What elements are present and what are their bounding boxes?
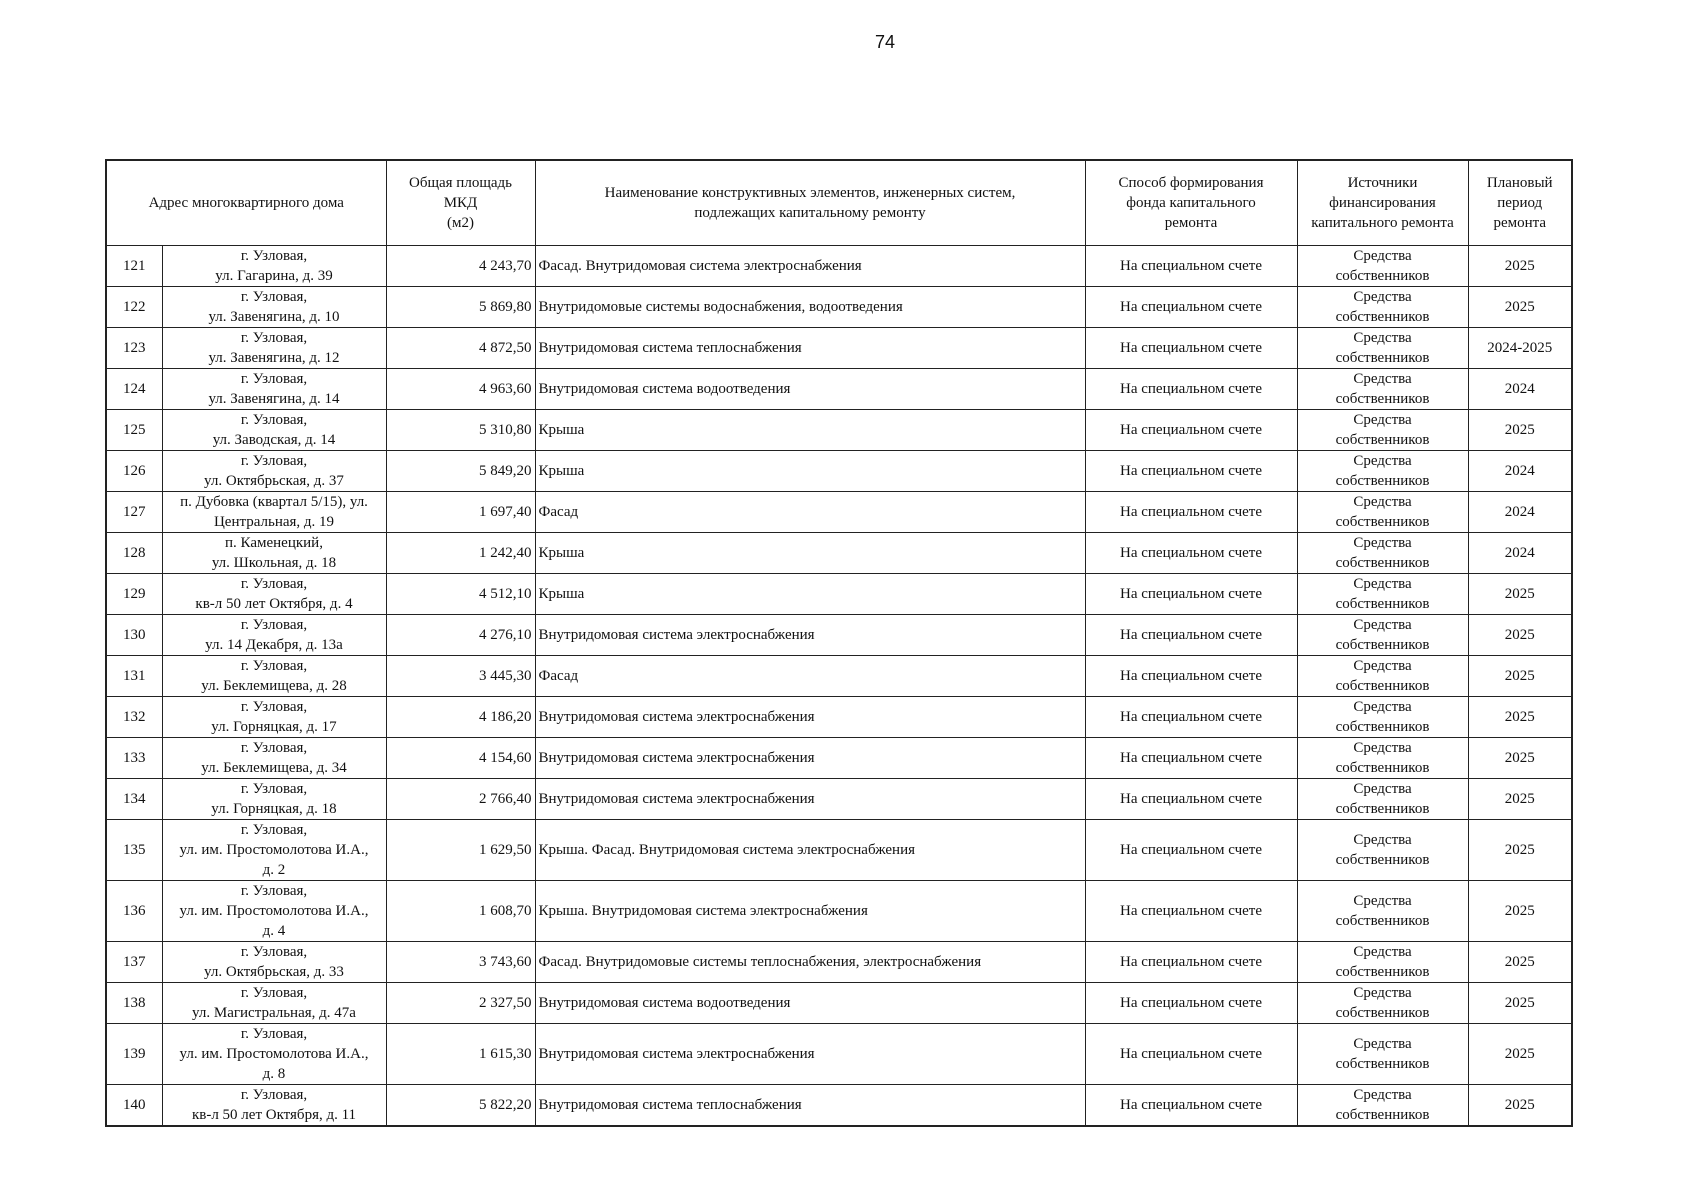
address-cell: г. Узловая, ул. Заводская, д. 14: [162, 410, 386, 451]
method-cell: На специальном счете: [1085, 983, 1297, 1024]
period-cell: 2025: [1468, 820, 1572, 881]
source-cell: Средства собственников: [1297, 287, 1468, 328]
address-cell: г. Узловая, ул. им. Простомолотова И.А., д. 8: [162, 1024, 386, 1085]
area-cell: 5 310,80: [386, 410, 535, 451]
row-number: 132: [106, 697, 162, 738]
elements-cell: Внутридомовые системы водоснабжения, водоотведения: [535, 287, 1085, 328]
table-row: [106, 656, 1572, 697]
row-number: 128: [106, 533, 162, 574]
area-cell: 1 608,70: [386, 881, 535, 942]
source-cell: Средства собственников: [1297, 697, 1468, 738]
period-cell: 2024: [1468, 369, 1572, 410]
table-row: [106, 574, 1572, 615]
source-cell: Средства собственников: [1297, 328, 1468, 369]
table-row: [106, 328, 1572, 369]
table-row: [106, 942, 1572, 983]
source-cell: Средства собственников: [1297, 738, 1468, 779]
elements-cell: Внутридомовая система теплоснабжения: [535, 1085, 1085, 1127]
row-number: 137: [106, 942, 162, 983]
source-cell: Средства собственников: [1297, 656, 1468, 697]
method-cell: На специальном счете: [1085, 697, 1297, 738]
row-number: 138: [106, 983, 162, 1024]
capital-repair-table: [105, 159, 1573, 1127]
elements-cell: Внутридомовая система электроснабжения: [535, 1024, 1085, 1085]
period-cell: 2025: [1468, 656, 1572, 697]
elements-cell: Внутридомовая система электроснабжения: [535, 615, 1085, 656]
elements-cell: Внутридомовая система водоотведения: [535, 369, 1085, 410]
table-row: [106, 451, 1572, 492]
area-cell: 3 445,30: [386, 656, 535, 697]
area-cell: 5 849,20: [386, 451, 535, 492]
table-row: [106, 1085, 1572, 1127]
period-cell: 2024: [1468, 492, 1572, 533]
area-cell: 1 615,30: [386, 1024, 535, 1085]
method-cell: На специальном счете: [1085, 656, 1297, 697]
area-cell: 5 869,80: [386, 287, 535, 328]
method-cell: На специальном счете: [1085, 246, 1297, 287]
method-cell: На специальном счете: [1085, 451, 1297, 492]
method-cell: На специальном счете: [1085, 328, 1297, 369]
source-cell: Средства собственников: [1297, 246, 1468, 287]
row-number: 133: [106, 738, 162, 779]
table-row: [106, 492, 1572, 533]
source-cell: Средства собственников: [1297, 492, 1468, 533]
table-row: [106, 881, 1572, 942]
address-cell: г. Узловая, ул. Завенягина, д. 10: [162, 287, 386, 328]
elements-cell: Внутридомовая система электроснабжения: [535, 779, 1085, 820]
table-row: [106, 820, 1572, 881]
elements-cell: Фасад. Внутридомовая система электроснабжения: [535, 246, 1085, 287]
table-row: [106, 983, 1572, 1024]
table-row: [106, 246, 1572, 287]
address-cell: г. Узловая, ул. им. Простомолотова И.А., д. 2: [162, 820, 386, 881]
source-cell: Средства собственников: [1297, 615, 1468, 656]
table-row: [106, 1024, 1572, 1085]
area-cell: 4 154,60: [386, 738, 535, 779]
address-cell: г. Узловая, кв-л 50 лет Октября, д. 11: [162, 1085, 386, 1127]
table-row: [106, 410, 1572, 451]
table-row: [106, 779, 1572, 820]
row-number: 139: [106, 1024, 162, 1085]
table-row: [106, 287, 1572, 328]
row-number: 122: [106, 287, 162, 328]
period-cell: 2025: [1468, 983, 1572, 1024]
method-cell: На специальном счете: [1085, 410, 1297, 451]
source-cell: Средства собственников: [1297, 1085, 1468, 1127]
method-cell: На специальном счете: [1085, 779, 1297, 820]
address-cell: г. Узловая, ул. Завенягина, д. 14: [162, 369, 386, 410]
period-cell: 2025: [1468, 1024, 1572, 1085]
row-number: 131: [106, 656, 162, 697]
row-number: 136: [106, 881, 162, 942]
row-number: 126: [106, 451, 162, 492]
elements-cell: Фасад: [535, 492, 1085, 533]
method-cell: На специальном счете: [1085, 942, 1297, 983]
period-cell: 2024: [1468, 451, 1572, 492]
header-method: Способ формирования фонда капитального ремонта: [1085, 160, 1297, 246]
elements-cell: Крыша: [535, 410, 1085, 451]
period-cell: 2025: [1468, 615, 1572, 656]
address-cell: г. Узловая, ул. им. Простомолотова И.А., д. 4: [162, 881, 386, 942]
period-cell: 2025: [1468, 410, 1572, 451]
method-cell: На специальном счете: [1085, 1085, 1297, 1127]
address-cell: п. Дубовка (квартал 5/15), ул. Центральная, д. 19: [162, 492, 386, 533]
row-number: 121: [106, 246, 162, 287]
row-number: 125: [106, 410, 162, 451]
area-cell: 4 186,20: [386, 697, 535, 738]
row-number: 124: [106, 369, 162, 410]
period-cell: 2024-2025: [1468, 328, 1572, 369]
table-row: [106, 615, 1572, 656]
area-cell: 3 743,60: [386, 942, 535, 983]
period-cell: 2025: [1468, 1085, 1572, 1127]
elements-cell: Крыша. Фасад. Внутридомовая система электроснабжения: [535, 820, 1085, 881]
area-cell: 4 872,50: [386, 328, 535, 369]
address-cell: г. Узловая, ул. Беклемищева, д. 28: [162, 656, 386, 697]
address-cell: г. Узловая, ул. Октябрьская, д. 33: [162, 942, 386, 983]
elements-cell: Внутридомовая система теплоснабжения: [535, 328, 1085, 369]
address-cell: г. Узловая, ул. Горняцкая, д. 17: [162, 697, 386, 738]
address-cell: г. Узловая, ул. 14 Декабря, д. 13а: [162, 615, 386, 656]
elements-cell: Крыша. Внутридомовая система электроснабжения: [535, 881, 1085, 942]
address-cell: г. Узловая, ул. Горняцкая, д. 18: [162, 779, 386, 820]
method-cell: На специальном счете: [1085, 820, 1297, 881]
header-row: [106, 160, 1572, 246]
header-address: Адрес многоквартирного дома: [106, 160, 386, 246]
source-cell: Средства собственников: [1297, 779, 1468, 820]
period-cell: 2025: [1468, 287, 1572, 328]
method-cell: На специальном счете: [1085, 615, 1297, 656]
source-cell: Средства собственников: [1297, 881, 1468, 942]
area-cell: 2 766,40: [386, 779, 535, 820]
row-number: 140: [106, 1085, 162, 1127]
address-cell: г. Узловая, ул. Гагарина, д. 39: [162, 246, 386, 287]
address-cell: г. Узловая, ул. Октябрьская, д. 37: [162, 451, 386, 492]
source-cell: Средства собственников: [1297, 369, 1468, 410]
period-cell: 2025: [1468, 881, 1572, 942]
elements-cell: Крыша: [535, 451, 1085, 492]
period-cell: 2025: [1468, 697, 1572, 738]
source-cell: Средства собственников: [1297, 1024, 1468, 1085]
table-row: [106, 533, 1572, 574]
row-number: 135: [106, 820, 162, 881]
elements-cell: Внутридомовая система водоотведения: [535, 983, 1085, 1024]
elements-cell: Внутридомовая система электроснабжения: [535, 738, 1085, 779]
method-cell: На специальном счете: [1085, 369, 1297, 410]
row-number: 129: [106, 574, 162, 615]
source-cell: Средства собственников: [1297, 574, 1468, 615]
area-cell: 1 242,40: [386, 533, 535, 574]
row-number: 123: [106, 328, 162, 369]
source-cell: Средства собственников: [1297, 410, 1468, 451]
area-cell: 1 697,40: [386, 492, 535, 533]
row-number: 134: [106, 779, 162, 820]
row-number: 130: [106, 615, 162, 656]
source-cell: Средства собственников: [1297, 942, 1468, 983]
source-cell: Средства собственников: [1297, 983, 1468, 1024]
source-cell: Средства собственников: [1297, 820, 1468, 881]
method-cell: На специальном счете: [1085, 287, 1297, 328]
header-area: Общая площадь МКД (м2): [386, 160, 535, 246]
method-cell: На специальном счете: [1085, 738, 1297, 779]
method-cell: На специальном счете: [1085, 881, 1297, 942]
period-cell: 2025: [1468, 779, 1572, 820]
elements-cell: Фасад. Внутридомовые системы теплоснабжения, электроснабжения: [535, 942, 1085, 983]
table-row: [106, 369, 1572, 410]
source-cell: Средства собственников: [1297, 451, 1468, 492]
header-elements: Наименование конструктивных элементов, инженерных систем, подлежащих капитальному ремонту: [535, 160, 1085, 246]
address-cell: г. Узловая, ул. Беклемищева, д. 34: [162, 738, 386, 779]
address-cell: г. Узловая, ул. Завенягина, д. 12: [162, 328, 386, 369]
table-body: [106, 246, 1572, 1127]
address-cell: г. Узловая, кв-л 50 лет Октября, д. 4: [162, 574, 386, 615]
period-cell: 2025: [1468, 246, 1572, 287]
area-cell: 4 243,70: [386, 246, 535, 287]
source-cell: Средства собственников: [1297, 533, 1468, 574]
elements-cell: Крыша: [535, 574, 1085, 615]
period-cell: 2025: [1468, 574, 1572, 615]
method-cell: На специальном счете: [1085, 533, 1297, 574]
area-cell: 4 512,10: [386, 574, 535, 615]
area-cell: 5 822,20: [386, 1085, 535, 1127]
method-cell: На специальном счете: [1085, 574, 1297, 615]
header-period: Плановый период ремонта: [1468, 160, 1572, 246]
area-cell: 1 629,50: [386, 820, 535, 881]
table-row: [106, 697, 1572, 738]
elements-cell: Внутридомовая система электроснабжения: [535, 697, 1085, 738]
header-sources: Источники финансирования капитального ремонта: [1297, 160, 1468, 246]
method-cell: На специальном счете: [1085, 1024, 1297, 1085]
method-cell: На специальном счете: [1085, 492, 1297, 533]
period-cell: 2025: [1468, 942, 1572, 983]
page-number: 74: [874, 32, 896, 52]
table-row: [106, 738, 1572, 779]
elements-cell: Крыша: [535, 533, 1085, 574]
address-cell: г. Узловая, ул. Магистральная, д. 47а: [162, 983, 386, 1024]
address-cell: п. Каменецкий, ул. Школьная, д. 18: [162, 533, 386, 574]
area-cell: 2 327,50: [386, 983, 535, 1024]
area-cell: 4 963,60: [386, 369, 535, 410]
period-cell: 2025: [1468, 738, 1572, 779]
elements-cell: Фасад: [535, 656, 1085, 697]
row-number: 127: [106, 492, 162, 533]
period-cell: 2024: [1468, 533, 1572, 574]
area-cell: 4 276,10: [386, 615, 535, 656]
